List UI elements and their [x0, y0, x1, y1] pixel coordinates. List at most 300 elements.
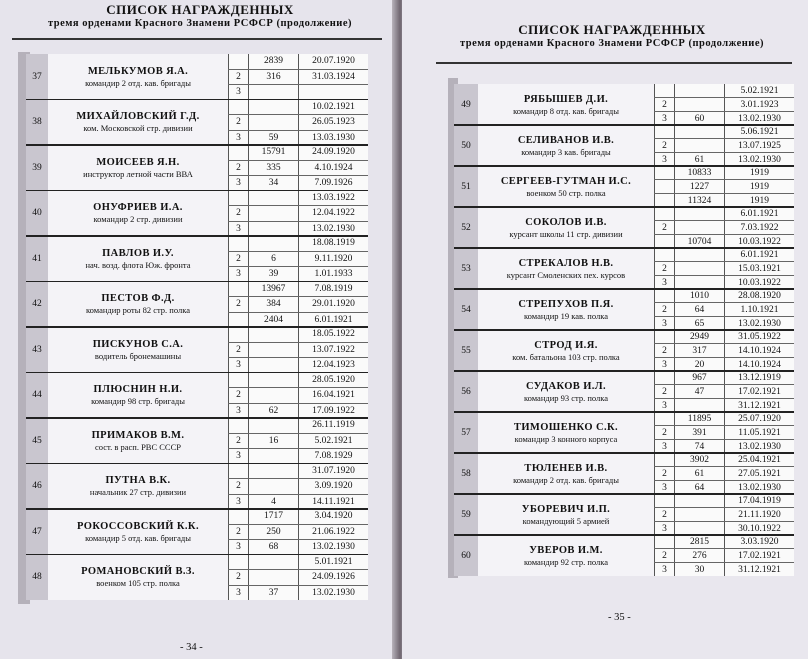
- recipient-cell: [48, 191, 228, 237]
- entry-number: 50: [454, 125, 479, 166]
- award-row: [654, 344, 794, 358]
- award-order-count: [654, 166, 674, 179]
- award-entry: [454, 371, 794, 412]
- award-certificate-number: [248, 418, 298, 433]
- recipient-cell: [48, 236, 228, 282]
- entry-number: 45: [26, 418, 49, 464]
- award-row: [654, 371, 794, 385]
- award-certificate-number: 316: [248, 70, 298, 85]
- award-order-count: [654, 248, 674, 261]
- award-date: 7.08.1929: [298, 449, 368, 464]
- award-row: [228, 479, 368, 495]
- entry-separator: [26, 281, 368, 283]
- award-date: 25.07.1920: [724, 412, 794, 425]
- recipient-name: ОНУФРИЕВ И.А.: [93, 202, 183, 214]
- award-order-count: 2: [228, 115, 248, 130]
- award-certificate-number: [248, 206, 298, 221]
- award-certificate-number: 1717: [248, 509, 298, 524]
- award-order-count: 3: [654, 522, 674, 535]
- award-certificate-number: [248, 373, 298, 388]
- award-rows: [228, 145, 368, 191]
- award-order-count: 2: [228, 570, 248, 585]
- award-row: [228, 434, 368, 450]
- award-entry: [454, 494, 794, 535]
- entry-number: 52: [454, 207, 479, 248]
- recipient-name: ПИСКУНОВ С.А.: [92, 338, 184, 350]
- entry-number: 47: [26, 509, 49, 555]
- award-row: [228, 464, 368, 480]
- award-date: 13.07.1922: [298, 343, 368, 358]
- recipient-name: ПУТНА В.К.: [105, 475, 171, 487]
- title-text: СПИСОК НАГРАЖДЕННЫХ: [106, 2, 294, 17]
- recipient-cell: [48, 145, 228, 191]
- award-certificate-number: 335: [248, 161, 298, 176]
- award-row: [654, 412, 794, 426]
- award-order-count: [654, 494, 674, 507]
- entry-number: 44: [26, 373, 49, 419]
- recipient-position: командир 5 отд. кав. бригады: [85, 532, 191, 543]
- recipient-name: ПАВЛОВ И.У.: [102, 247, 174, 259]
- award-order-count: 3: [228, 131, 248, 146]
- award-rows: [654, 248, 794, 289]
- award-order-count: 2: [228, 252, 248, 267]
- entry-separator: [454, 206, 794, 208]
- award-rows: [654, 535, 794, 576]
- award-certificate-number: 65: [674, 317, 724, 330]
- recipient-cell: [48, 418, 228, 464]
- entry-number: 46: [26, 464, 49, 510]
- award-row: [228, 145, 368, 161]
- recipient-cell: [48, 282, 228, 328]
- award-date: 11.05.1921: [724, 426, 794, 439]
- award-date: 13.03.1922: [298, 191, 368, 206]
- award-date: 15.03.1921: [724, 262, 794, 275]
- award-certificate-number: 34: [248, 176, 298, 191]
- recipient-cell: [478, 494, 654, 535]
- left-page: [0, 0, 398, 659]
- award-date: 18.05.1922: [298, 327, 368, 342]
- award-date: 13.12.1919: [724, 371, 794, 384]
- award-certificate-number: [248, 191, 298, 206]
- award-entry: [26, 418, 368, 464]
- award-rows: [654, 330, 794, 371]
- award-entry: [26, 282, 368, 328]
- award-entry: [454, 330, 794, 371]
- award-date: 13.02.1930: [724, 481, 794, 494]
- award-order-count: [228, 236, 248, 251]
- title-text: СПИСОК НАГРАЖДЕННЫХ: [518, 22, 706, 37]
- recipient-cell: [478, 207, 654, 248]
- award-row: [654, 494, 794, 508]
- award-date: 21.06.1922: [298, 525, 368, 540]
- award-certificate-number: 39: [248, 267, 298, 282]
- recipient-position: курсант Смоленских пех. курсов: [506, 269, 626, 280]
- award-certificate-number: 60: [674, 112, 724, 125]
- recipient-position: нач. возд. флота Юж. фронта: [85, 259, 191, 270]
- award-date: 3.01.1923: [724, 98, 794, 111]
- recipient-name: СТРЕПУХОВ П.Я.: [518, 298, 614, 310]
- award-order-count: [228, 464, 248, 479]
- recipient-cell: [478, 535, 654, 576]
- award-row: [228, 267, 368, 282]
- award-certificate-number: [674, 125, 724, 138]
- award-date: 24.09.1920: [298, 145, 368, 160]
- award-order-count: 3: [228, 586, 248, 601]
- recipient-position: курсант школы 11 стр. дивизии: [509, 228, 623, 239]
- award-order-count: 2: [654, 344, 674, 357]
- award-date: 13.02.1930: [724, 317, 794, 330]
- award-certificate-number: 1227: [674, 180, 724, 193]
- award-row: [654, 385, 794, 399]
- award-date: 7.09.1926: [298, 176, 368, 191]
- award-entry: [454, 535, 794, 576]
- recipient-position: командир 98 стр. бригады: [91, 396, 185, 407]
- award-row: [228, 358, 368, 373]
- award-certificate-number: 59: [248, 131, 298, 146]
- award-row: [654, 563, 794, 576]
- award-date: 1.01.1933: [298, 267, 368, 282]
- recipient-cell: [478, 166, 654, 207]
- recipient-name: УВЕРОВ И.М.: [529, 544, 603, 556]
- award-certificate-number: 37: [248, 586, 298, 601]
- award-order-count: [228, 327, 248, 342]
- recipient-name: МОИСЕЕВ Я.Н.: [96, 156, 180, 168]
- award-certificate-number: [248, 555, 298, 570]
- award-certificate-number: [248, 388, 298, 403]
- entry-separator: [26, 508, 368, 510]
- award-row: [228, 100, 368, 116]
- entry-separator: [26, 99, 368, 101]
- award-date: 6.01.1921: [724, 248, 794, 261]
- entry-number: 53: [454, 248, 479, 289]
- award-certificate-number: 16: [248, 434, 298, 449]
- award-row: [228, 115, 368, 131]
- entry-separator: [26, 235, 368, 237]
- award-row: [654, 221, 794, 235]
- award-certificate-number: 15791: [248, 145, 298, 160]
- award-row: [228, 236, 368, 252]
- award-order-count: 2: [228, 479, 248, 494]
- award-order-count: [654, 207, 674, 220]
- recipient-cell: [478, 289, 654, 330]
- award-date: 17.02.1921: [724, 549, 794, 562]
- award-date: 31.12.1921: [724, 399, 794, 412]
- award-date: 5.01.1921: [298, 555, 368, 570]
- award-order-count: [654, 330, 674, 343]
- award-certificate-number: [674, 248, 724, 261]
- award-order-count: [228, 373, 248, 388]
- award-order-count: 2: [228, 206, 248, 221]
- award-date: 5.06.1921: [724, 125, 794, 138]
- entry-number: 42: [26, 282, 49, 328]
- award-date: 13.02.1930: [724, 112, 794, 125]
- entry-separator: [454, 452, 794, 454]
- award-certificate-number: [248, 222, 298, 237]
- award-date: 5.02.1921: [298, 434, 368, 449]
- award-order-count: [228, 54, 248, 69]
- recipient-name: ТИМОШЕНКО С.К.: [513, 421, 619, 433]
- entry-number: 58: [454, 453, 479, 494]
- award-certificate-number: 11324: [674, 194, 724, 207]
- award-date: [298, 85, 368, 100]
- recipient-name: УБОРЕВИЧ И.П.: [521, 503, 611, 515]
- award-certificate-number: 391: [674, 426, 724, 439]
- award-rows: [228, 555, 368, 601]
- award-date: 13.03.1930: [298, 131, 368, 146]
- award-order-count: 2: [654, 221, 674, 234]
- award-rows: [228, 191, 368, 237]
- award-row: [228, 495, 368, 510]
- award-order-count: [654, 125, 674, 138]
- award-row: [228, 313, 368, 328]
- entry-separator: [26, 372, 368, 374]
- award-certificate-number: [674, 221, 724, 234]
- award-date: 13.02.1930: [298, 222, 368, 237]
- award-rows: [654, 84, 794, 125]
- award-rows: [654, 412, 794, 453]
- entry-separator: [454, 370, 794, 372]
- award-certificate-number: 6: [248, 252, 298, 267]
- recipient-cell: [478, 371, 654, 412]
- award-row: [228, 161, 368, 177]
- recipient-name: СУДАКОВ И.Л.: [525, 380, 607, 392]
- award-date: 6.01.1921: [298, 313, 368, 328]
- entry-number: 51: [454, 166, 479, 207]
- award-order-count: 2: [654, 385, 674, 398]
- recipient-position: командующий 5 армией: [522, 515, 610, 526]
- award-order-count: 3: [654, 112, 674, 125]
- award-order-count: 3: [654, 481, 674, 494]
- award-certificate-number: [248, 115, 298, 130]
- award-rows: [654, 453, 794, 494]
- award-row: [228, 555, 368, 571]
- award-certificate-number: 317: [674, 344, 724, 357]
- recipient-name: СТРЕКАЛОВ Н.В.: [518, 257, 614, 269]
- recipient-name: МИХАЙЛОВСКИЙ Г.Д.: [76, 111, 200, 123]
- award-row: [654, 166, 794, 180]
- recipient-name: ПЕСТОВ Ф.Д.: [101, 293, 175, 305]
- award-order-count: [654, 289, 674, 302]
- entry-number: 38: [26, 100, 49, 146]
- award-certificate-number: 3902: [674, 453, 724, 466]
- recipient-cell: [48, 373, 228, 419]
- recipient-position: командир 93 стр. полка: [523, 392, 609, 403]
- entry-separator: [454, 493, 794, 495]
- award-rows: [228, 418, 368, 464]
- award-certificate-number: [248, 343, 298, 358]
- award-date: 13.02.1930: [724, 440, 794, 453]
- award-certificate-number: 2404: [248, 313, 298, 328]
- title-rule: [12, 38, 382, 40]
- award-row: [228, 509, 368, 525]
- recipient-name: СЕРГЕЕВ-ГУТМАН И.С.: [500, 175, 632, 187]
- award-date: 14.10.1924: [724, 358, 794, 371]
- entry-separator: [454, 411, 794, 413]
- award-certificate-number: 1010: [674, 289, 724, 302]
- award-rows: [654, 494, 794, 535]
- recipient-position: командир 3 конного корпуса: [514, 433, 618, 444]
- award-certificate-number: [674, 139, 724, 152]
- recipient-cell: [478, 330, 654, 371]
- entry-number: 60: [454, 535, 479, 576]
- award-certificate-number: [248, 464, 298, 479]
- recipient-position: военком 50 стр. полка: [526, 187, 606, 198]
- entry-number: 39: [26, 145, 49, 191]
- award-order-count: 2: [654, 98, 674, 111]
- award-date: 1919: [724, 180, 794, 193]
- award-certificate-number: [248, 327, 298, 342]
- recipient-name: МЕЛЬКУМОВ Я.А.: [87, 65, 189, 77]
- recipient-cell: [48, 327, 228, 373]
- award-row: [228, 282, 368, 298]
- award-certificate-number: 10833: [674, 166, 724, 179]
- award-certificate-number: 384: [248, 297, 298, 312]
- award-order-count: 3: [228, 222, 248, 237]
- award-certificate-number: [674, 508, 724, 521]
- award-rows: [654, 125, 794, 166]
- award-entry: [454, 248, 794, 289]
- recipient-cell: [478, 412, 654, 453]
- award-order-count: 2: [654, 139, 674, 152]
- award-row: [654, 453, 794, 467]
- award-entry: [454, 289, 794, 330]
- award-order-count: [654, 535, 674, 548]
- award-row: [228, 449, 368, 464]
- award-date: 13.02.1930: [724, 153, 794, 166]
- recipient-position: начальник 27 стр. дивизии: [89, 487, 187, 498]
- award-date: 12.04.1922: [298, 206, 368, 221]
- award-row: [654, 180, 794, 194]
- award-order-count: 3: [654, 317, 674, 330]
- award-certificate-number: 13967: [248, 282, 298, 297]
- award-row: [654, 125, 794, 139]
- award-order-count: 3: [228, 267, 248, 282]
- right-page: [402, 0, 808, 659]
- award-order-count: [228, 145, 248, 160]
- entry-number: 43: [26, 327, 49, 373]
- award-order-count: 2: [228, 343, 248, 358]
- award-certificate-number: 967: [674, 371, 724, 384]
- entry-separator: [454, 124, 794, 126]
- award-certificate-number: [248, 479, 298, 494]
- award-date: 25.04.1921: [724, 453, 794, 466]
- award-entry: [454, 166, 794, 207]
- award-order-count: [228, 418, 248, 433]
- award-entry: [26, 145, 368, 191]
- award-certificate-number: 64: [674, 481, 724, 494]
- award-date: 29.01.1920: [298, 297, 368, 312]
- award-row: [654, 98, 794, 112]
- award-certificate-number: 11895: [674, 412, 724, 425]
- award-row: [228, 206, 368, 222]
- award-date: 13.07.1925: [724, 139, 794, 152]
- award-rows: [654, 166, 794, 207]
- award-order-count: [654, 84, 674, 97]
- award-row: [228, 540, 368, 555]
- award-date: 13.02.1930: [298, 540, 368, 555]
- recipient-name: ТЮЛЕНЕВ И.В.: [524, 462, 608, 474]
- entry-separator: [454, 329, 794, 331]
- award-row: [228, 373, 368, 389]
- recipient-position: командир 3 кав. бригады: [521, 146, 611, 157]
- entry-separator: [454, 534, 794, 536]
- award-certificate-number: 61: [674, 467, 724, 480]
- recipient-name: РОКОССОВСКИЙ К.К.: [77, 520, 199, 532]
- award-row: [654, 549, 794, 563]
- award-order-count: 3: [228, 495, 248, 510]
- award-order-count: 3: [228, 176, 248, 191]
- recipient-position: сост. в расп. РВС СССР: [95, 441, 181, 452]
- award-row: [654, 139, 794, 153]
- award-certificate-number: [674, 98, 724, 111]
- award-row: [228, 54, 368, 70]
- recipient-cell: [48, 555, 228, 601]
- award-certificate-number: 74: [674, 440, 724, 453]
- award-certificate-number: 61: [674, 153, 724, 166]
- award-row: [228, 85, 368, 100]
- award-date: 18.08.1919: [298, 236, 368, 251]
- award-entry: [26, 509, 368, 555]
- award-rows: [228, 327, 368, 373]
- award-order-count: [228, 100, 248, 115]
- entry-number: 54: [454, 289, 479, 330]
- entry-number: 57: [454, 412, 479, 453]
- award-order-count: [654, 180, 674, 193]
- award-row: [228, 418, 368, 434]
- recipient-name: СТРОД И.Я.: [534, 339, 598, 351]
- award-date: 10.03.1922: [724, 276, 794, 289]
- award-entry: [26, 464, 368, 510]
- award-certificate-number: [248, 85, 298, 100]
- recipient-cell: [48, 100, 228, 146]
- award-order-count: [228, 191, 248, 206]
- award-certificate-number: [248, 236, 298, 251]
- award-rows: [228, 464, 368, 510]
- award-date: 3.03.1920: [724, 535, 794, 548]
- award-order-count: 2: [228, 388, 248, 403]
- award-order-count: 2: [228, 70, 248, 85]
- recipient-cell: [48, 54, 228, 100]
- award-rows: [654, 289, 794, 330]
- page-number: - 34 -: [180, 642, 203, 653]
- award-date: 28.08.1920: [724, 289, 794, 302]
- award-order-count: [228, 282, 248, 297]
- award-certificate-number: 30: [674, 563, 724, 576]
- recipient-position: командир 8 отд. кав. бригады: [513, 105, 619, 116]
- award-order-count: 3: [228, 358, 248, 373]
- award-entry: [454, 207, 794, 248]
- award-row: [228, 222, 368, 237]
- award-order-count: 2: [654, 549, 674, 562]
- award-entry: [26, 54, 368, 100]
- entry-number: 37: [26, 54, 49, 100]
- award-order-count: 2: [654, 303, 674, 316]
- award-date: 12.04.1923: [298, 358, 368, 373]
- award-date: 21.11.1920: [724, 508, 794, 521]
- recipient-cell: [478, 248, 654, 289]
- award-entry: [454, 453, 794, 494]
- page-number: - 35 -: [608, 612, 631, 623]
- award-row: [228, 525, 368, 541]
- award-certificate-number: [248, 449, 298, 464]
- recipient-position: инструктор летной части ВВА: [83, 168, 193, 179]
- entry-separator: [454, 288, 794, 290]
- award-order-count: 2: [228, 161, 248, 176]
- award-order-count: 2: [654, 262, 674, 275]
- recipient-name: ПРИМАКОВ В.М.: [91, 429, 185, 441]
- award-order-count: [654, 371, 674, 384]
- recipient-cell: [478, 84, 654, 125]
